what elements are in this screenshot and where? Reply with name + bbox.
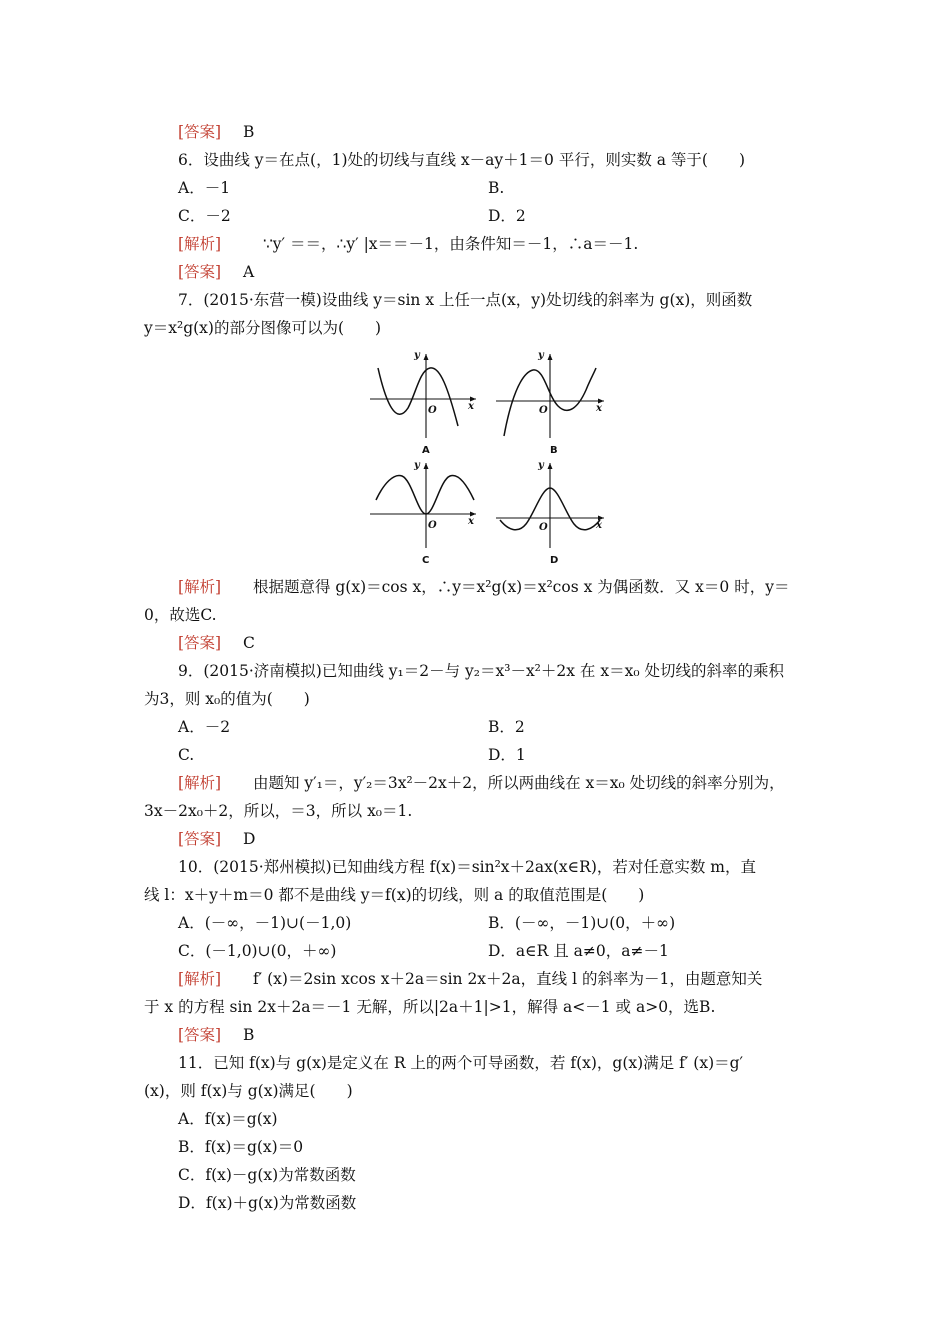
answer-label: [答案]	[178, 263, 222, 281]
q7-answer-line	[178, 632, 255, 654]
q11-option-c: C．f(x)－g(x)为常数函数	[178, 1166, 356, 1184]
graph-d-label: D	[550, 555, 559, 566]
q10-analysis-line1	[178, 968, 762, 990]
q10-option-b: B．(－∞，－1)∪(0，＋∞)	[488, 914, 676, 932]
analysis-label: [解析]	[178, 774, 222, 792]
graph-a-label: A	[422, 445, 430, 456]
q10-option-a: A．(－∞，－1)∪(－1,0)	[178, 914, 352, 932]
q9-answer-line	[178, 828, 255, 850]
q10-stem-line2: 线 l：x＋y＋m＝0 都不是曲线 y＝f(x)的切线，则 a 的取值范围是( )	[144, 886, 645, 904]
graph-c-label: C	[422, 555, 430, 566]
analysis-text: 由题知 y′₁＝，y′₂＝3x²－2x＋2，所以两曲线在 x＝x₀ 处切线的斜率分别为，	[252, 774, 785, 792]
graph-b	[496, 350, 604, 456]
answer-label: [答案]	[178, 634, 222, 652]
q6-option-b: B.	[488, 179, 505, 197]
q6-option-d: D．2	[488, 207, 526, 225]
analysis-label: [解析]	[178, 235, 222, 253]
graphs-svg	[368, 348, 618, 573]
answer-label: [答案]	[178, 1026, 222, 1044]
q11-option-a: A．f(x)＝g(x)	[178, 1110, 278, 1128]
q7-stem-line1: 7．(2015·东营一模)设曲线 y＝sin x 上任一点(x，y)处切线的斜率为 g(x)，则函数	[178, 291, 753, 309]
origin-label: O	[539, 522, 548, 533]
q6-answer-line	[178, 261, 254, 283]
q9-analysis-line2: 3x－2x₀＋2，所以，＝3，所以 x₀＝1.	[144, 802, 413, 820]
q10-stem-line1: 10．(2015·郑州模拟)已知曲线方程 f(x)＝sin²x＋2ax(x∈R)，若对任意实数 m，直	[178, 858, 756, 876]
q10-answer-line	[178, 1024, 254, 1046]
analysis-label: [解析]	[178, 970, 222, 988]
graph-b-label: B	[550, 445, 558, 456]
q6-option-a: A．－1	[178, 179, 231, 197]
answer-value: B	[242, 1026, 255, 1044]
q7-analysis-line1	[178, 576, 789, 598]
q7-analysis-line2: 0，故选C.	[144, 606, 217, 624]
y-axis-label: y	[538, 350, 544, 361]
graph-a	[370, 350, 476, 456]
origin-label: O	[539, 405, 548, 416]
q9-stem-line1: 9．(2015·济南模拟)已知曲线 y₁＝2－与 y₂＝x³－x²＋2x 在 x＝x₀ 处切线的斜率的乘积	[178, 662, 784, 680]
analysis-text: f′ (x)＝2sin xcos x＋2a＝sin 2x＋2a，直线 l 的斜率为－1，由题意知关	[252, 970, 763, 988]
q9-option-d: D．1	[488, 746, 526, 764]
answer-label: [答案]	[178, 830, 222, 848]
q6-analysis-line	[178, 233, 638, 255]
origin-label: O	[428, 405, 437, 416]
answer-value: B	[242, 123, 255, 141]
origin-label: O	[428, 520, 437, 531]
answer-label: [答案]	[178, 123, 222, 141]
x-axis-label: x	[468, 401, 474, 412]
q10-analysis-line2: 于 x 的方程 sin 2x＋2a＝－1 无解，所以|2a＋1|>1，解得 a<－1 或 a>0，选B.	[144, 998, 716, 1016]
q9-option-c: C.	[178, 746, 195, 764]
analysis-text: 根据题意得 g(x)＝cos x，∴y＝x²g(x)＝x²cos x 为偶函数．又 x＝0 时，y＝	[252, 578, 790, 596]
q7-stem-line2: y＝x²g(x)的部分图像可以为( )	[144, 319, 382, 337]
y-axis-label: y	[414, 350, 420, 361]
q11-option-d: D．f(x)＋g(x)为常数函数	[178, 1194, 357, 1212]
q11-stem-line2: (x)，则 f(x)与 g(x)满足( )	[144, 1082, 353, 1100]
y-axis-label: y	[538, 460, 544, 471]
q9-stem-line2: 为3，则 x₀的值为( )	[144, 690, 310, 708]
q9-option-b: B．2	[488, 718, 525, 736]
q5-answer-line	[178, 121, 254, 143]
x-axis-label: x	[468, 516, 474, 527]
graph-d	[496, 460, 604, 566]
q10-option-c: C．(－1,0)∪(0，＋∞)	[178, 942, 337, 960]
answer-value: D	[242, 830, 256, 848]
q6-stem: 6．设曲线 y＝在点(，1)处的切线与直线 x－ay＋1＝0 平行，则实数 a 等于( )	[178, 151, 746, 169]
analysis-label: [解析]	[178, 578, 222, 596]
analysis-text: ∵y′ ＝＝，∴y′ |x＝＝－1，由条件知＝－1，∴a＝－1.	[262, 235, 639, 253]
q10-option-d: D．a∈R 且 a≠0，a≠－1	[488, 942, 669, 960]
x-axis-label: x	[596, 520, 602, 531]
answer-value: A	[242, 263, 255, 281]
y-axis-label: y	[414, 460, 420, 471]
q9-analysis-line1	[178, 772, 785, 794]
function-graphs-figure	[368, 348, 618, 573]
q6-option-c: C．－2	[178, 207, 231, 225]
q11-stem-line1: 11．已知 f(x)与 g(x)是定义在 R 上的两个可导函数，若 f(x)，g(x)满足 f′ (x)＝g′	[178, 1054, 744, 1072]
q11-option-b: B．f(x)＝g(x)＝0	[178, 1138, 304, 1156]
answer-value: C	[242, 634, 255, 652]
x-axis-label: x	[596, 403, 602, 414]
graph-c	[370, 460, 476, 566]
q9-option-a: A．－2	[178, 718, 231, 736]
